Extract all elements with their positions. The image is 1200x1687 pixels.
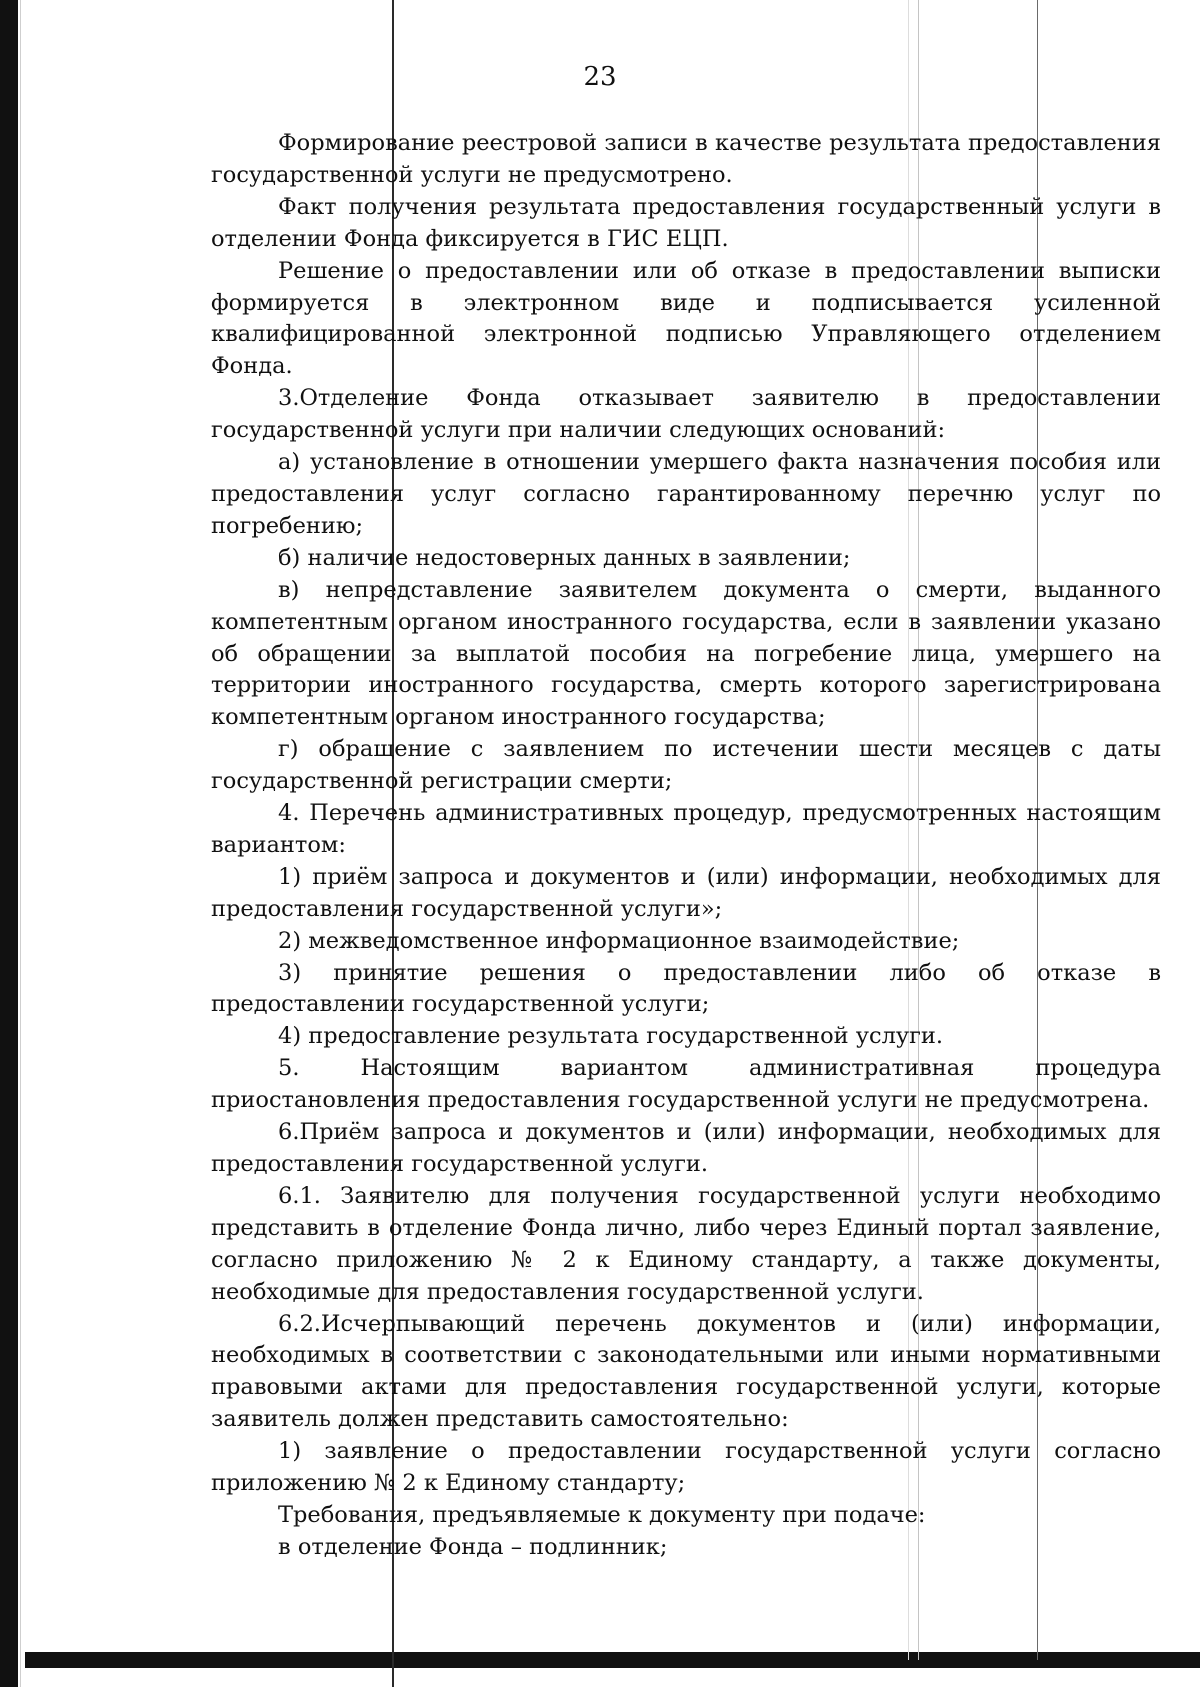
paragraph: Решение о предоставлении или об отказе в предоставлении выписки формируется в электронном виде и подписывается усиленной квалифицированной электронной подписью Управляющего отделением Фонда. — [211, 257, 1161, 380]
paragraph: 1) приём запроса и документов и (или) информации, необходимых для предоставления государственной услуги»; — [211, 863, 1161, 922]
paragraph: 3.Отделение Фонда отказывает заявителю в предоставлении государственной услуги при наличии следующих оснований: — [211, 385, 1161, 444]
paragraph: 5. Настоящим вариантом административная процедура приостановления предоставления государственной услуги не предусмотрена. — [211, 1055, 1161, 1114]
paragraph: в) непредставление заявителем документа о смерти, выданного компетентным органом иностранного государства, если в заявлении указано об обращении за выплатой пособия на погребение лица, умершего на территории иностранного государства, смерть которого зарегистрирована компетентным органом иностранного государства; — [211, 576, 1161, 731]
paragraph: 1) заявление о предоставлении государственной услуги согласно приложению № 2 к Единому стандарту; — [211, 1438, 1161, 1497]
paragraph: г) обращение с заявлением по истечении шести месяцев с даты государственной регистрации смерти; — [211, 736, 1161, 795]
paragraph: а) установление в отношении умершего факта назначения пособия или предоставления услуг согласно гарантированному перечню услуг по погребению; — [211, 449, 1161, 539]
paragraph: Факт получения результата предоставления государственный услуги в отделении Фонда фиксируется в ГИС ЕЦП. — [211, 193, 1161, 252]
paragraph: 4) предоставление результата государственной услуги. — [278, 1023, 944, 1050]
page-number: 23 — [583, 62, 617, 92]
paragraph: 4. Перечень административных процедур, предусмотренных настоящим вариантом: — [211, 800, 1161, 858]
paragraph: 6.Приём запроса и документов и (или) информации, необходимых для предоставления государственной услуги. — [211, 1119, 1161, 1177]
paragraph: в отделение Фонда – подлинник; — [278, 1533, 668, 1560]
paragraph: Требования, предъявляемые к документу при подаче: — [278, 1501, 926, 1528]
scan-artifact-line — [20, 0, 21, 1687]
scan-edge-left — [0, 0, 18, 1687]
paragraph: 6.2.Исчерпывающий перечень документов и (или) информации, необходимых в соответствии с законодательными или иными нормативными правовыми актами для предоставления государственной услуги, которые заявитель должен представить самостоятельно: — [211, 1310, 1161, 1433]
document-body — [211, 128, 1161, 1564]
paragraph: 2) межведомственное информационное взаимодействие; — [278, 927, 960, 954]
paragraph: 6.1. Заявителю для получения государственной услуги необходимо представить в отделение Фонда лично, либо через Единый портал заявление, согласно приложению № 2 к Единому стандарту, а также документы, необходимые для предоставления государственной услуги. — [211, 1182, 1161, 1305]
paragraph: 3) принятие решения о предоставлении либо об отказе в предоставлении государственной услуги; — [211, 959, 1161, 1018]
scan-edge-bottom — [25, 1652, 1200, 1668]
paragraph: б) наличие недостоверных данных в заявлении; — [278, 544, 851, 571]
paragraph: Формирование реестровой записи в качестве результата предоставления государственной услуги не предусмотрено. — [211, 130, 1161, 188]
